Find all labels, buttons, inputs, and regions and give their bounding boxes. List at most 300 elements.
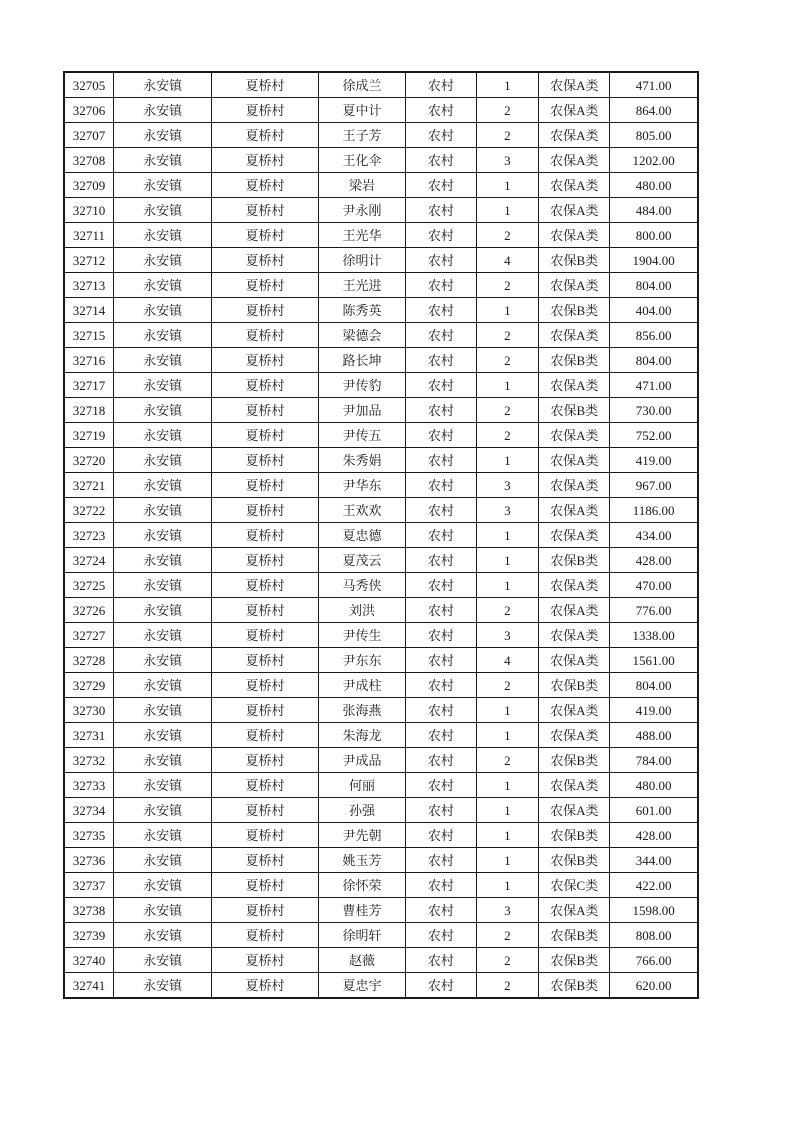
cell-town: 永安镇 bbox=[113, 273, 211, 298]
cell-town: 永安镇 bbox=[113, 173, 211, 198]
cell-serial-number: 32732 bbox=[64, 748, 113, 773]
cell-insurance-class: 农保A类 bbox=[539, 223, 610, 248]
cell-residence-type: 农村 bbox=[406, 248, 476, 273]
cell-serial-number: 32724 bbox=[64, 548, 113, 573]
cell-amount: 344.00 bbox=[610, 848, 698, 873]
cell-serial-number: 32740 bbox=[64, 948, 113, 973]
table-row bbox=[64, 923, 698, 948]
cell-person-count: 4 bbox=[476, 648, 539, 673]
table-row bbox=[64, 698, 698, 723]
cell-amount: 422.00 bbox=[610, 873, 698, 898]
table-row bbox=[64, 123, 698, 148]
cell-town: 永安镇 bbox=[113, 548, 211, 573]
cell-person-name: 赵薇 bbox=[318, 948, 405, 973]
cell-town: 永安镇 bbox=[113, 748, 211, 773]
table-row bbox=[64, 598, 698, 623]
table-row bbox=[64, 198, 698, 223]
cell-amount: 471.00 bbox=[610, 72, 698, 98]
cell-person-name: 夏中计 bbox=[318, 98, 405, 123]
cell-village: 夏桥村 bbox=[212, 423, 319, 448]
cell-amount: 601.00 bbox=[610, 798, 698, 823]
cell-person-count: 2 bbox=[476, 673, 539, 698]
cell-serial-number: 32706 bbox=[64, 98, 113, 123]
cell-serial-number: 32708 bbox=[64, 148, 113, 173]
cell-village: 夏桥村 bbox=[212, 873, 319, 898]
cell-residence-type: 农村 bbox=[406, 148, 476, 173]
cell-insurance-class: 农保B类 bbox=[539, 398, 610, 423]
cell-residence-type: 农村 bbox=[406, 773, 476, 798]
cell-insurance-class: 农保A类 bbox=[539, 148, 610, 173]
cell-person-count: 2 bbox=[476, 348, 539, 373]
table-row bbox=[64, 473, 698, 498]
cell-amount: 1561.00 bbox=[610, 648, 698, 673]
cell-village: 夏桥村 bbox=[212, 698, 319, 723]
cell-serial-number: 32719 bbox=[64, 423, 113, 448]
cell-serial-number: 32712 bbox=[64, 248, 113, 273]
cell-person-count: 2 bbox=[476, 598, 539, 623]
cell-residence-type: 农村 bbox=[406, 323, 476, 348]
cell-amount: 484.00 bbox=[610, 198, 698, 223]
cell-town: 永安镇 bbox=[113, 523, 211, 548]
cell-amount: 434.00 bbox=[610, 523, 698, 548]
cell-insurance-class: 农保B类 bbox=[539, 823, 610, 848]
cell-town: 永安镇 bbox=[113, 598, 211, 623]
cell-person-count: 1 bbox=[476, 72, 539, 98]
cell-amount: 480.00 bbox=[610, 173, 698, 198]
cell-insurance-class: 农保B类 bbox=[539, 548, 610, 573]
cell-village: 夏桥村 bbox=[212, 848, 319, 873]
cell-person-name: 尹永刚 bbox=[318, 198, 405, 223]
cell-town: 永安镇 bbox=[113, 498, 211, 523]
cell-serial-number: 32713 bbox=[64, 273, 113, 298]
cell-person-name: 徐明计 bbox=[318, 248, 405, 273]
cell-person-name: 马秀侠 bbox=[318, 573, 405, 598]
cell-amount: 856.00 bbox=[610, 323, 698, 348]
cell-amount: 766.00 bbox=[610, 948, 698, 973]
cell-town: 永安镇 bbox=[113, 123, 211, 148]
cell-residence-type: 农村 bbox=[406, 623, 476, 648]
cell-person-name: 王子芳 bbox=[318, 123, 405, 148]
cell-residence-type: 农村 bbox=[406, 673, 476, 698]
cell-serial-number: 32714 bbox=[64, 298, 113, 323]
cell-insurance-class: 农保A类 bbox=[539, 273, 610, 298]
cell-insurance-class: 农保A类 bbox=[539, 623, 610, 648]
cell-person-count: 2 bbox=[476, 948, 539, 973]
cell-village: 夏桥村 bbox=[212, 548, 319, 573]
cell-residence-type: 农村 bbox=[406, 573, 476, 598]
cell-serial-number: 32721 bbox=[64, 473, 113, 498]
cell-amount: 1186.00 bbox=[610, 498, 698, 523]
cell-insurance-class: 农保A类 bbox=[539, 123, 610, 148]
cell-village: 夏桥村 bbox=[212, 398, 319, 423]
cell-village: 夏桥村 bbox=[212, 673, 319, 698]
cell-amount: 784.00 bbox=[610, 748, 698, 773]
cell-amount: 776.00 bbox=[610, 598, 698, 623]
cell-insurance-class: 农保A类 bbox=[539, 523, 610, 548]
cell-serial-number: 32728 bbox=[64, 648, 113, 673]
table-row bbox=[64, 798, 698, 823]
cell-person-name: 徐成兰 bbox=[318, 72, 405, 98]
cell-town: 永安镇 bbox=[113, 148, 211, 173]
cell-serial-number: 32736 bbox=[64, 848, 113, 873]
table-row bbox=[64, 298, 698, 323]
cell-insurance-class: 农保B类 bbox=[539, 748, 610, 773]
cell-town: 永安镇 bbox=[113, 723, 211, 748]
cell-serial-number: 32738 bbox=[64, 898, 113, 923]
cell-person-count: 2 bbox=[476, 973, 539, 999]
table-row bbox=[64, 773, 698, 798]
cell-residence-type: 农村 bbox=[406, 798, 476, 823]
cell-village: 夏桥村 bbox=[212, 148, 319, 173]
cell-residence-type: 农村 bbox=[406, 898, 476, 923]
cell-village: 夏桥村 bbox=[212, 223, 319, 248]
cell-serial-number: 32723 bbox=[64, 523, 113, 548]
cell-amount: 488.00 bbox=[610, 723, 698, 748]
cell-insurance-class: 农保A类 bbox=[539, 473, 610, 498]
cell-village: 夏桥村 bbox=[212, 273, 319, 298]
cell-person-name: 尹先朝 bbox=[318, 823, 405, 848]
cell-residence-type: 农村 bbox=[406, 598, 476, 623]
table-row bbox=[64, 873, 698, 898]
cell-person-name: 梁岩 bbox=[318, 173, 405, 198]
cell-insurance-class: 农保B类 bbox=[539, 673, 610, 698]
cell-person-count: 3 bbox=[476, 898, 539, 923]
table-row bbox=[64, 72, 698, 98]
cell-insurance-class: 农保B类 bbox=[539, 973, 610, 999]
cell-insurance-class: 农保A类 bbox=[539, 573, 610, 598]
cell-person-name: 王光进 bbox=[318, 273, 405, 298]
cell-amount: 1904.00 bbox=[610, 248, 698, 273]
cell-serial-number: 32733 bbox=[64, 773, 113, 798]
cell-person-count: 3 bbox=[476, 473, 539, 498]
table-row bbox=[64, 248, 698, 273]
cell-village: 夏桥村 bbox=[212, 473, 319, 498]
cell-insurance-class: 农保A类 bbox=[539, 498, 610, 523]
table-row bbox=[64, 348, 698, 373]
cell-person-count: 2 bbox=[476, 423, 539, 448]
cell-town: 永安镇 bbox=[113, 198, 211, 223]
cell-person-name: 路长坤 bbox=[318, 348, 405, 373]
cell-insurance-class: 农保A类 bbox=[539, 423, 610, 448]
cell-person-name: 王欢欢 bbox=[318, 498, 405, 523]
cell-insurance-class: 农保A类 bbox=[539, 323, 610, 348]
cell-person-name: 尹传豹 bbox=[318, 373, 405, 398]
cell-residence-type: 农村 bbox=[406, 723, 476, 748]
cell-amount: 470.00 bbox=[610, 573, 698, 598]
cell-town: 永安镇 bbox=[113, 923, 211, 948]
cell-amount: 1338.00 bbox=[610, 623, 698, 648]
cell-person-name: 陈秀英 bbox=[318, 298, 405, 323]
cell-person-name: 尹东东 bbox=[318, 648, 405, 673]
cell-residence-type: 农村 bbox=[406, 523, 476, 548]
cell-village: 夏桥村 bbox=[212, 598, 319, 623]
cell-person-count: 1 bbox=[476, 698, 539, 723]
cell-amount: 428.00 bbox=[610, 548, 698, 573]
cell-person-count: 1 bbox=[476, 798, 539, 823]
cell-person-name: 孙强 bbox=[318, 798, 405, 823]
cell-serial-number: 32710 bbox=[64, 198, 113, 223]
table-row bbox=[64, 648, 698, 673]
cell-person-name: 朱海龙 bbox=[318, 723, 405, 748]
cell-town: 永安镇 bbox=[113, 323, 211, 348]
cell-town: 永安镇 bbox=[113, 98, 211, 123]
table-row bbox=[64, 823, 698, 848]
cell-person-count: 1 bbox=[476, 873, 539, 898]
cell-town: 永安镇 bbox=[113, 373, 211, 398]
cell-person-name: 姚玉芳 bbox=[318, 848, 405, 873]
cell-village: 夏桥村 bbox=[212, 773, 319, 798]
cell-serial-number: 32709 bbox=[64, 173, 113, 198]
cell-insurance-class: 农保A类 bbox=[539, 173, 610, 198]
cell-village: 夏桥村 bbox=[212, 648, 319, 673]
cell-insurance-class: 农保B类 bbox=[539, 923, 610, 948]
cell-residence-type: 农村 bbox=[406, 348, 476, 373]
cell-insurance-class: 农保A类 bbox=[539, 723, 610, 748]
cell-person-name: 曹桂芳 bbox=[318, 898, 405, 923]
cell-person-count: 1 bbox=[476, 523, 539, 548]
cell-town: 永安镇 bbox=[113, 223, 211, 248]
cell-village: 夏桥村 bbox=[212, 248, 319, 273]
cell-person-name: 尹传生 bbox=[318, 623, 405, 648]
cell-amount: 752.00 bbox=[610, 423, 698, 448]
cell-person-name: 尹加品 bbox=[318, 398, 405, 423]
cell-town: 永安镇 bbox=[113, 423, 211, 448]
cell-village: 夏桥村 bbox=[212, 973, 319, 999]
cell-serial-number: 32718 bbox=[64, 398, 113, 423]
cell-amount: 967.00 bbox=[610, 473, 698, 498]
cell-town: 永安镇 bbox=[113, 648, 211, 673]
cell-residence-type: 农村 bbox=[406, 648, 476, 673]
cell-serial-number: 32741 bbox=[64, 973, 113, 999]
table-row bbox=[64, 173, 698, 198]
cell-residence-type: 农村 bbox=[406, 548, 476, 573]
records-table bbox=[63, 71, 699, 999]
table-row bbox=[64, 323, 698, 348]
table-row bbox=[64, 448, 698, 473]
cell-person-count: 2 bbox=[476, 398, 539, 423]
cell-serial-number: 32734 bbox=[64, 798, 113, 823]
cell-amount: 804.00 bbox=[610, 273, 698, 298]
cell-person-name: 夏忠德 bbox=[318, 523, 405, 548]
table-row bbox=[64, 373, 698, 398]
cell-person-name: 王化伞 bbox=[318, 148, 405, 173]
table-row bbox=[64, 498, 698, 523]
cell-town: 永安镇 bbox=[113, 898, 211, 923]
table-row bbox=[64, 748, 698, 773]
cell-serial-number: 32720 bbox=[64, 448, 113, 473]
cell-insurance-class: 农保A类 bbox=[539, 773, 610, 798]
cell-person-count: 1 bbox=[476, 548, 539, 573]
cell-town: 永安镇 bbox=[113, 72, 211, 98]
cell-residence-type: 农村 bbox=[406, 423, 476, 448]
cell-residence-type: 农村 bbox=[406, 923, 476, 948]
cell-residence-type: 农村 bbox=[406, 948, 476, 973]
cell-serial-number: 32725 bbox=[64, 573, 113, 598]
cell-serial-number: 32729 bbox=[64, 673, 113, 698]
cell-village: 夏桥村 bbox=[212, 348, 319, 373]
cell-insurance-class: 农保C类 bbox=[539, 873, 610, 898]
cell-residence-type: 农村 bbox=[406, 273, 476, 298]
cell-village: 夏桥村 bbox=[212, 948, 319, 973]
cell-village: 夏桥村 bbox=[212, 123, 319, 148]
cell-person-name: 徐怀荣 bbox=[318, 873, 405, 898]
cell-person-name: 何丽 bbox=[318, 773, 405, 798]
cell-residence-type: 农村 bbox=[406, 223, 476, 248]
cell-residence-type: 农村 bbox=[406, 298, 476, 323]
cell-insurance-class: 农保A类 bbox=[539, 72, 610, 98]
table-row bbox=[64, 273, 698, 298]
cell-person-name: 刘洪 bbox=[318, 598, 405, 623]
cell-person-count: 1 bbox=[476, 198, 539, 223]
cell-serial-number: 32731 bbox=[64, 723, 113, 748]
cell-village: 夏桥村 bbox=[212, 623, 319, 648]
cell-amount: 419.00 bbox=[610, 698, 698, 723]
cell-person-count: 2 bbox=[476, 923, 539, 948]
cell-village: 夏桥村 bbox=[212, 823, 319, 848]
cell-person-count: 2 bbox=[476, 223, 539, 248]
table-row bbox=[64, 848, 698, 873]
cell-serial-number: 32705 bbox=[64, 72, 113, 98]
cell-town: 永安镇 bbox=[113, 298, 211, 323]
cell-serial-number: 32716 bbox=[64, 348, 113, 373]
cell-village: 夏桥村 bbox=[212, 523, 319, 548]
cell-residence-type: 农村 bbox=[406, 198, 476, 223]
cell-person-count: 1 bbox=[476, 773, 539, 798]
cell-person-count: 2 bbox=[476, 273, 539, 298]
cell-person-count: 1 bbox=[476, 448, 539, 473]
cell-residence-type: 农村 bbox=[406, 373, 476, 398]
table-row bbox=[64, 673, 698, 698]
cell-serial-number: 32707 bbox=[64, 123, 113, 148]
cell-insurance-class: 农保A类 bbox=[539, 198, 610, 223]
cell-village: 夏桥村 bbox=[212, 898, 319, 923]
table-row bbox=[64, 573, 698, 598]
cell-amount: 620.00 bbox=[610, 973, 698, 999]
cell-town: 永安镇 bbox=[113, 698, 211, 723]
cell-person-name: 朱秀娟 bbox=[318, 448, 405, 473]
table-row bbox=[64, 223, 698, 248]
cell-amount: 404.00 bbox=[610, 298, 698, 323]
cell-village: 夏桥村 bbox=[212, 98, 319, 123]
table-row bbox=[64, 98, 698, 123]
cell-person-count: 1 bbox=[476, 848, 539, 873]
cell-person-count: 2 bbox=[476, 98, 539, 123]
cell-village: 夏桥村 bbox=[212, 173, 319, 198]
table-row bbox=[64, 148, 698, 173]
cell-town: 永安镇 bbox=[113, 448, 211, 473]
cell-person-count: 2 bbox=[476, 123, 539, 148]
cell-person-count: 1 bbox=[476, 573, 539, 598]
cell-village: 夏桥村 bbox=[212, 923, 319, 948]
cell-serial-number: 32715 bbox=[64, 323, 113, 348]
cell-town: 永安镇 bbox=[113, 848, 211, 873]
table-row bbox=[64, 398, 698, 423]
cell-person-name: 尹成柱 bbox=[318, 673, 405, 698]
cell-village: 夏桥村 bbox=[212, 323, 319, 348]
cell-person-count: 3 bbox=[476, 498, 539, 523]
cell-person-count: 1 bbox=[476, 373, 539, 398]
cell-village: 夏桥村 bbox=[212, 448, 319, 473]
cell-person-name: 梁德会 bbox=[318, 323, 405, 348]
cell-amount: 804.00 bbox=[610, 348, 698, 373]
cell-insurance-class: 农保A类 bbox=[539, 373, 610, 398]
table-row bbox=[64, 423, 698, 448]
table-body bbox=[64, 72, 698, 998]
cell-insurance-class: 农保B类 bbox=[539, 848, 610, 873]
cell-insurance-class: 农保B类 bbox=[539, 948, 610, 973]
cell-town: 永安镇 bbox=[113, 798, 211, 823]
cell-serial-number: 32722 bbox=[64, 498, 113, 523]
cell-person-name: 王光华 bbox=[318, 223, 405, 248]
cell-town: 永安镇 bbox=[113, 823, 211, 848]
cell-insurance-class: 农保A类 bbox=[539, 648, 610, 673]
cell-person-count: 2 bbox=[476, 323, 539, 348]
cell-amount: 1202.00 bbox=[610, 148, 698, 173]
cell-person-name: 夏茂云 bbox=[318, 548, 405, 573]
cell-serial-number: 32717 bbox=[64, 373, 113, 398]
cell-person-count: 1 bbox=[476, 823, 539, 848]
cell-residence-type: 农村 bbox=[406, 72, 476, 98]
cell-person-count: 1 bbox=[476, 723, 539, 748]
cell-village: 夏桥村 bbox=[212, 298, 319, 323]
cell-village: 夏桥村 bbox=[212, 573, 319, 598]
cell-village: 夏桥村 bbox=[212, 72, 319, 98]
cell-residence-type: 农村 bbox=[406, 973, 476, 999]
cell-serial-number: 32726 bbox=[64, 598, 113, 623]
cell-village: 夏桥村 bbox=[212, 373, 319, 398]
cell-serial-number: 32730 bbox=[64, 698, 113, 723]
cell-person-name: 张海燕 bbox=[318, 698, 405, 723]
cell-person-name: 夏忠宇 bbox=[318, 973, 405, 999]
cell-person-name: 尹传五 bbox=[318, 423, 405, 448]
cell-residence-type: 农村 bbox=[406, 448, 476, 473]
cell-person-count: 2 bbox=[476, 748, 539, 773]
cell-residence-type: 农村 bbox=[406, 748, 476, 773]
table-row bbox=[64, 973, 698, 999]
cell-amount: 864.00 bbox=[610, 98, 698, 123]
cell-insurance-class: 农保A类 bbox=[539, 798, 610, 823]
cell-residence-type: 农村 bbox=[406, 498, 476, 523]
cell-serial-number: 32727 bbox=[64, 623, 113, 648]
cell-insurance-class: 农保B类 bbox=[539, 248, 610, 273]
cell-amount: 730.00 bbox=[610, 398, 698, 423]
cell-amount: 471.00 bbox=[610, 373, 698, 398]
table-row bbox=[64, 548, 698, 573]
table-row bbox=[64, 623, 698, 648]
cell-person-name: 徐明轩 bbox=[318, 923, 405, 948]
cell-person-count: 3 bbox=[476, 623, 539, 648]
cell-serial-number: 32739 bbox=[64, 923, 113, 948]
cell-town: 永安镇 bbox=[113, 948, 211, 973]
cell-insurance-class: 农保B类 bbox=[539, 298, 610, 323]
cell-village: 夏桥村 bbox=[212, 723, 319, 748]
cell-amount: 428.00 bbox=[610, 823, 698, 848]
cell-person-count: 1 bbox=[476, 298, 539, 323]
cell-town: 永安镇 bbox=[113, 398, 211, 423]
cell-insurance-class: 农保B类 bbox=[539, 348, 610, 373]
cell-town: 永安镇 bbox=[113, 623, 211, 648]
cell-village: 夏桥村 bbox=[212, 498, 319, 523]
cell-amount: 800.00 bbox=[610, 223, 698, 248]
cell-town: 永安镇 bbox=[113, 573, 211, 598]
cell-serial-number: 32711 bbox=[64, 223, 113, 248]
table-row bbox=[64, 523, 698, 548]
cell-residence-type: 农村 bbox=[406, 98, 476, 123]
cell-residence-type: 农村 bbox=[406, 398, 476, 423]
cell-town: 永安镇 bbox=[113, 473, 211, 498]
table-row bbox=[64, 723, 698, 748]
cell-town: 永安镇 bbox=[113, 348, 211, 373]
